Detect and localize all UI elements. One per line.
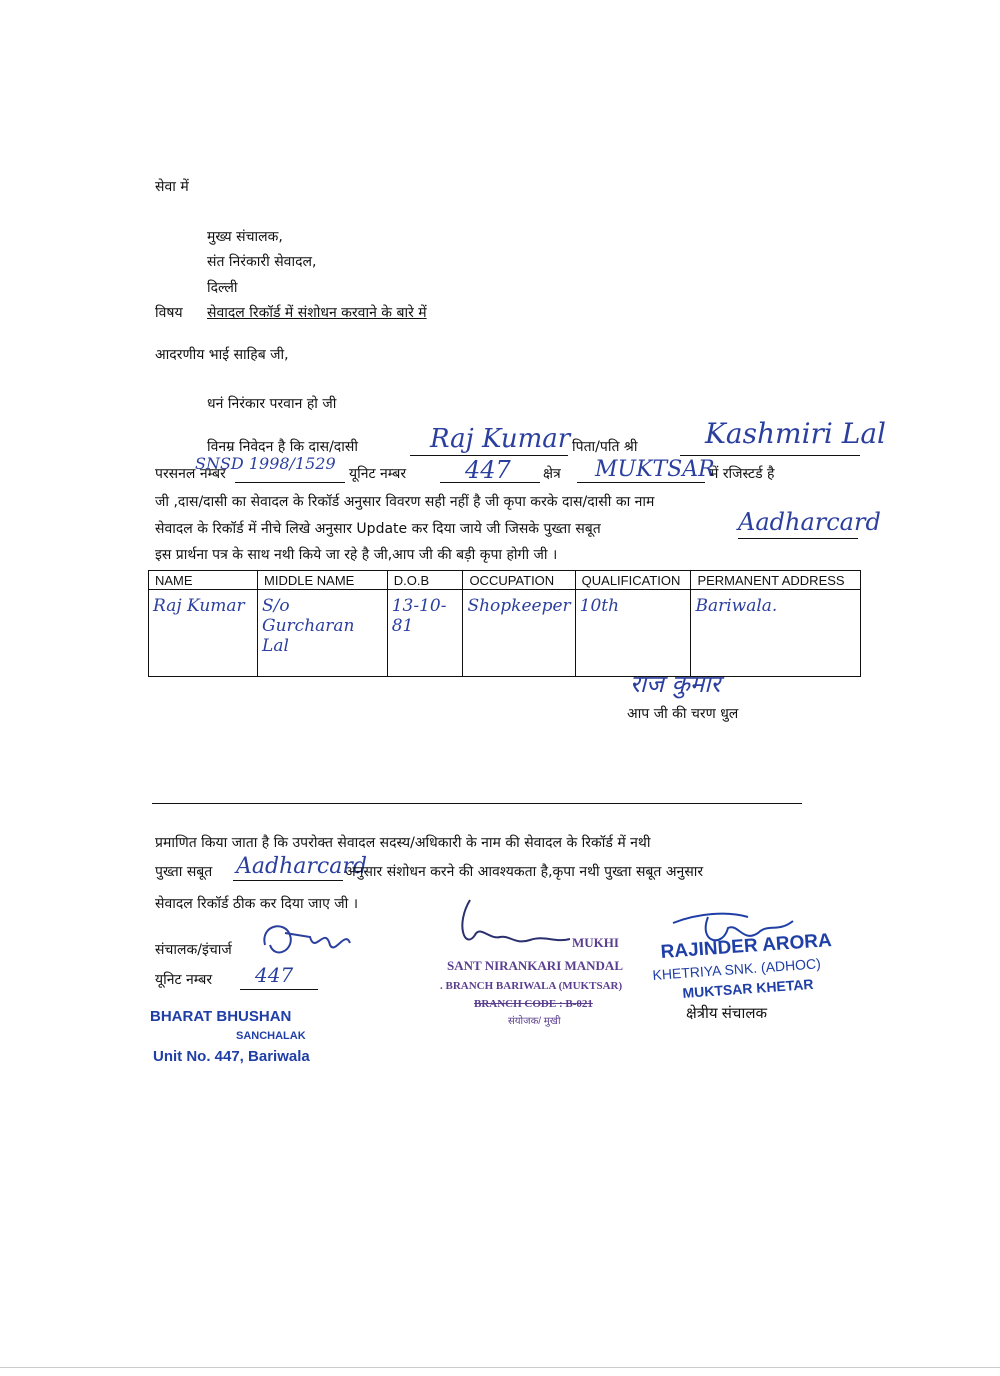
cell-name: Raj Kumar [149, 590, 258, 677]
cell-permanent-address: Bariwala. [691, 590, 861, 677]
mid-stamp-branch: . BRANCH BARIWALA (MUKTSAR) [440, 980, 623, 992]
personal-underline [235, 482, 345, 483]
recipient-line3: दिल्ली [207, 280, 238, 296]
closing-text: आप जी की चरण धुल [627, 706, 739, 722]
handwritten-name: Raj Kumar [430, 424, 571, 454]
left-stamp-title: SANCHALAK [236, 1030, 306, 1042]
left-stamp-name: BHARAT BHUSHAN [150, 1008, 292, 1025]
greeting: आदरणीय भाई साहिब जी, [155, 347, 289, 363]
subject-label: विषय [155, 305, 183, 321]
personal-number-label: परसनल नम्बर [155, 466, 226, 482]
handwritten-father-name: Kashmiri Lal [705, 417, 887, 450]
cert-unit-underline [240, 989, 318, 990]
scan-edge-line [0, 1367, 1000, 1368]
mid-stamp-mandal: SANT NIRANKARI MANDAL [447, 958, 623, 973]
left-stamp-unit: Unit No. 447, Bariwala [153, 1048, 310, 1065]
incharge-label: संचालक/इंचार्ज [155, 942, 232, 958]
body-prefix: विनम्र निवेदन है कि दास/दासी [207, 439, 358, 455]
handwritten-proof: Aadharcard [738, 508, 881, 536]
mid-stamp-code: BRANCH CODE : B-021 [474, 998, 593, 1010]
body-line5: इस प्रार्थना पत्र के साथ नथी किये जा रहे है जी,आप जी की बड़ी कृपा होगी जी । [155, 547, 558, 563]
mukhi-signature [455, 895, 580, 955]
cert-line2-suffix: अनुसार संशोधन करने की आवश्यकता है,कृपा नथी पुख्ता सबूत अनुसार [345, 864, 704, 880]
right-stamp-role: क्षेत्रीय संचालक [686, 1005, 768, 1022]
mid-stamp-role: संयोजक/ मुखी [508, 1016, 561, 1027]
applicant-signature: राज कुमार [630, 670, 721, 698]
subject-text: सेवादल रिकॉर्ड में संशोधन करवाने के बारे में [207, 305, 427, 321]
recipient-line1: मुख्य संचालक, [207, 229, 283, 245]
right-stamp-area: MUKTSAR KHETAR [682, 975, 814, 1001]
header-middle-name: MIDDLE NAME [258, 571, 388, 590]
header-permanent-address: PERMANENT ADDRESS [691, 571, 861, 590]
cell-middle-name: S/o Gurcharan Lal [258, 590, 388, 677]
table-row [149, 590, 861, 677]
handwritten-unit-number: 447 [465, 456, 511, 484]
record-table [148, 570, 861, 677]
mid-stamp-mukhi: MUKHI [572, 935, 619, 950]
father-underline [680, 455, 860, 456]
incharge-signature [255, 915, 355, 965]
cert-handwritten-proof: Aadharcard [236, 854, 367, 879]
cell-qualification: 10th [575, 590, 691, 677]
registered-text: में रजिस्टर्ड है [710, 466, 775, 482]
divider-line [152, 803, 802, 804]
cell-occupation: Shopkeeper [463, 590, 575, 677]
table-header-row [149, 571, 861, 590]
handwritten-area: MUKTSAR [595, 457, 715, 482]
father-label: पिता/पति श्री [572, 439, 638, 455]
body-line3: जी ,दास/दासी का सेवादल के रिकॉर्ड अनुसार विवरण सही नहीं है जी कृपा करके दास/दासी का नाम [155, 494, 655, 510]
salutation-to: सेवा में [155, 179, 189, 195]
right-stamp-title: KHETRIYA SNK. (ADHOC) [652, 955, 822, 983]
area-label: क्षेत्र [543, 466, 561, 482]
cert-handwritten-unit: 447 [255, 963, 294, 987]
cert-line2-prefix: पुख्ता सबूत [155, 864, 213, 880]
cert-proof-underline [233, 880, 343, 881]
cert-unit-label: यूनिट नम्बर [155, 972, 213, 988]
blessing: धनं निरंकार परवान हो जी [207, 396, 337, 412]
header-name: NAME [149, 571, 258, 590]
unit-label: यूनिट नम्बर [349, 466, 407, 482]
header-dob: D.O.B [387, 571, 463, 590]
cell-dob: 13-10-81 [387, 590, 463, 677]
cert-line3: सेवादल रिकॉर्ड ठीक कर दिया जाए जी । [155, 896, 359, 912]
recipient-line2: संत निरंकारी सेवादल, [207, 254, 317, 270]
proof-underline [738, 538, 858, 539]
body-line4: सेवादल के रिकॉर्ड में नीचे लिखे अनुसार Update कर दिया जाये जी जिसके पुख्ता सबूत [155, 521, 601, 537]
right-stamp-name: RAJINDER ARORA [660, 930, 833, 963]
area-underline [577, 482, 705, 483]
cert-line1: प्रमाणित किया जाता है कि उपरोक्त सेवादल सदस्य/अधिकारी के नाम की सेवादल के रिकॉर्ड में नथी [155, 835, 651, 851]
header-qualification: QUALIFICATION [575, 571, 691, 590]
header-occupation: OCCUPATION [463, 571, 575, 590]
handwritten-personal-number: SNSD 1998/1529 [195, 454, 336, 473]
